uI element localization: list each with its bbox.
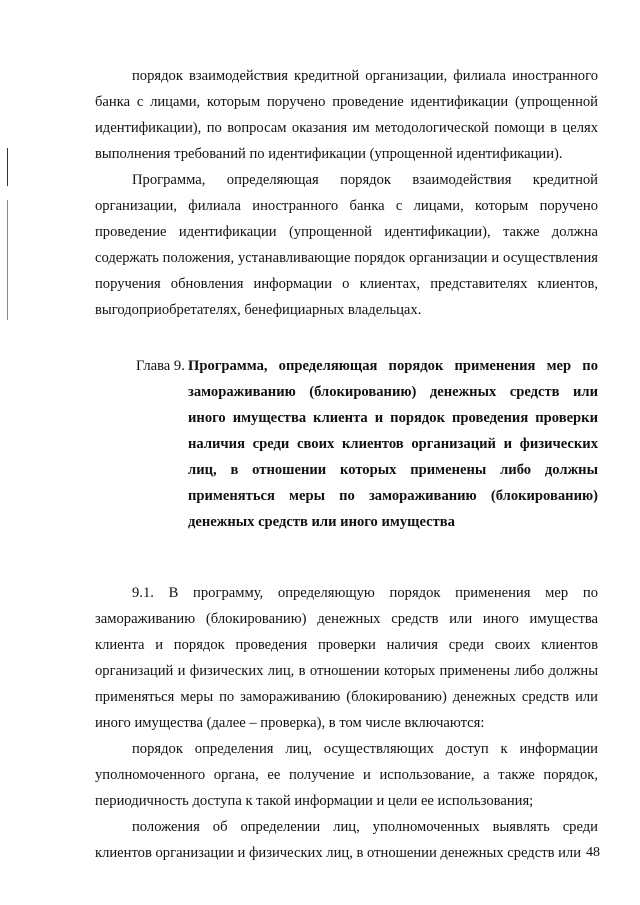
page-number: 48 <box>586 845 600 860</box>
margin-change-bar <box>7 200 8 320</box>
margin-change-bar <box>7 148 8 186</box>
chapter-heading <box>95 353 598 535</box>
chapter-title: Программа, определяющая порядок применения мер по замораживанию (блокированию) денежных средств или иного имущества клиента и порядок проведения проверки наличия среди своих клиентов организаций и физических лиц, в отношении которых применены либо должны применяться меры по замораживанию (блокированию) денежных средств или иного имущества <box>188 358 598 530</box>
chapter-number: Глава 9. <box>136 358 185 374</box>
document-body <box>95 63 598 866</box>
paragraph: порядок определения лиц, осуществляющих доступ к информации уполномоченного органа, ее получение и использование, а также порядок, периодичность доступа к такой информации и цели ее использования; <box>95 741 598 809</box>
paragraph: 9.1. В программу, определяющую порядок применения мер по замораживанию (блокированию) денежных средств или иного имущества клиента и порядок проведения проверки наличия среди своих клиентов организаций и физических лиц, в отношении которых применены либо должны применяться меры по замораживанию (блокированию) денежных средств или иного имущества (далее – проверка), в том числе включаются: <box>95 585 598 731</box>
paragraph: положения об определении лиц, уполномоченных выявлять среди клиентов организации и физических лиц, в отношении денежных средств или <box>95 819 598 861</box>
paragraph: Программа, определяющая порядок взаимодействия кредитной организации, филиала иностранного банка с лицами, которым поручено проведение идентификации (упрощенной идентификации), также должна содержать положения, устанавливающие порядок организации и осуществления поручения обновления информации о клиентах, представителях клиентов, выгодоприобретателях, бенефициарных владельцах. <box>95 172 598 318</box>
paragraph: порядок взаимодействия кредитной организации, филиала иностранного банка с лицами, которым поручено проведение идентификации (упрощенной идентификации), по вопросам оказания им методологической помощи в целях выполнения требований по идентификации (упрощенной идентификации). <box>95 68 598 162</box>
